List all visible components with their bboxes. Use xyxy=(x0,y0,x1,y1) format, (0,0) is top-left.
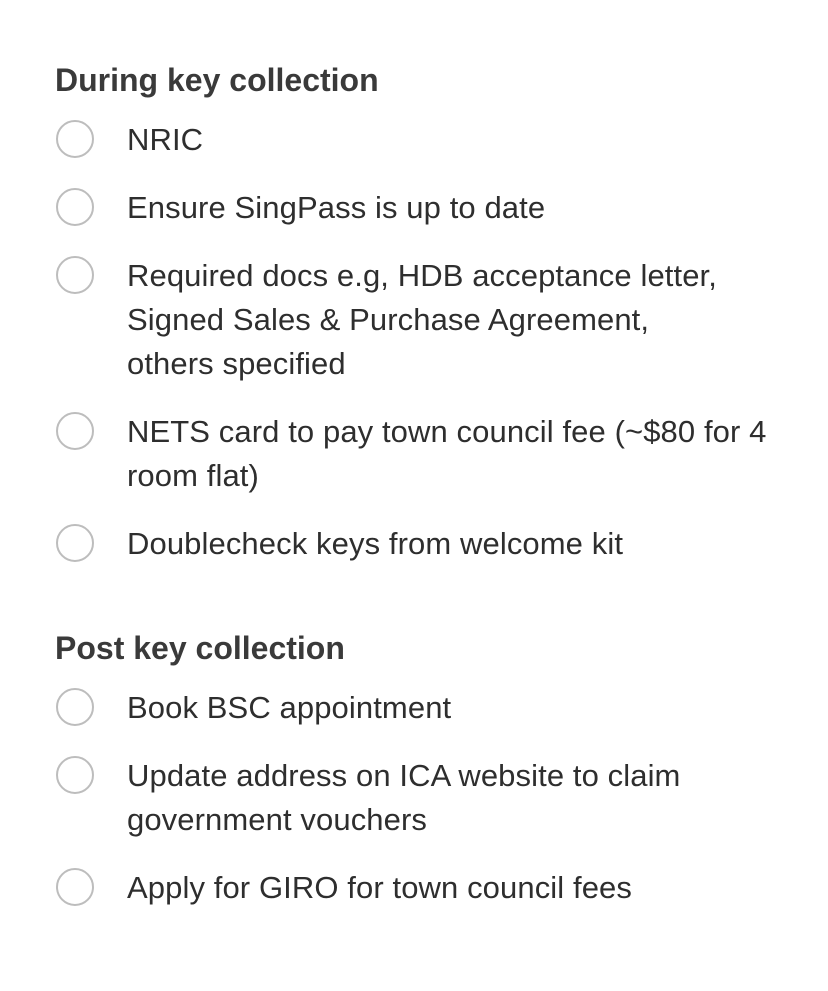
checklist-item-label[interactable]: Required docs e.g, HDB acceptance letter, Signed Sales & Purchase Agreement, others specified xyxy=(127,258,717,381)
checklist-item-label[interactable]: Book BSC appointment xyxy=(127,690,452,725)
checklist-item-label[interactable]: NETS card to pay town council fee (~$80 for 4 room flat) xyxy=(127,414,767,493)
checklist-item-label[interactable]: Update address on ICA website to claim government vouchers xyxy=(127,758,681,837)
checklist-item-label[interactable]: Apply for GIRO for town council fees xyxy=(127,870,632,905)
checkbox-circle-icon[interactable] xyxy=(56,256,94,294)
checkbox-circle-icon[interactable] xyxy=(56,688,94,726)
checkbox-circle-icon[interactable] xyxy=(56,524,94,562)
checklist-item-label[interactable]: Ensure SingPass is up to date xyxy=(127,190,546,225)
checkbox-circle-icon[interactable] xyxy=(56,120,94,158)
checkbox-circle-icon[interactable] xyxy=(56,868,94,906)
checkbox-circle-icon[interactable] xyxy=(56,188,94,226)
checklist-item-label[interactable]: Doublecheck keys from welcome kit xyxy=(127,526,624,561)
checkbox-circle-icon[interactable] xyxy=(56,412,94,450)
section-title: During key collection xyxy=(55,62,379,98)
checkbox-circle-icon[interactable] xyxy=(56,756,94,794)
checklist-item-label[interactable]: NRIC xyxy=(127,122,204,157)
section-title: Post key collection xyxy=(55,630,345,666)
